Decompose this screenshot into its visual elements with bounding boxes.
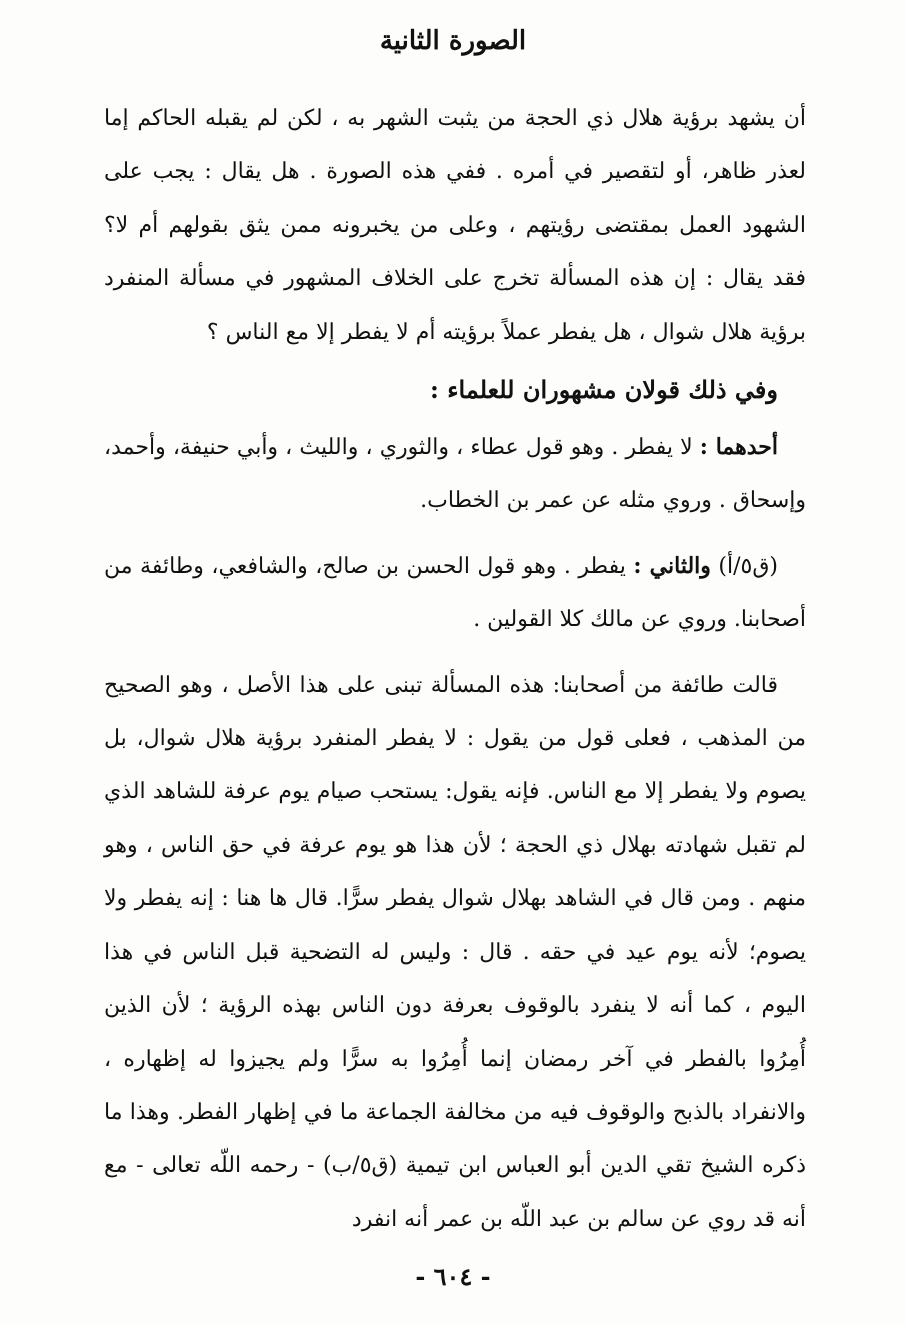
- first-opinion-text: لا يفطر . وهو قول عطاء ، والثوري ، والليث ، وأبي حنيفة، وأحمد، وإسحاق . وروي مثله عن عمر بن الخطاب.: [104, 435, 806, 514]
- page-number: - ٦٠٤ -: [415, 1262, 491, 1291]
- first-opinion-label: أحدهما :: [699, 434, 778, 461]
- page-title: الصورة الثانية: [379, 26, 527, 56]
- section-heading: وفي ذلك قولان مشهوران للعلماء :: [430, 375, 778, 405]
- page-body: [104, 92, 806, 1246]
- manuscript-ref: (ق٥/أ): [710, 553, 779, 579]
- paragraph-second-opinion: [104, 540, 806, 647]
- paragraph-first-opinion: [104, 421, 806, 528]
- second-opinion-text: يفطر . وهو قول الحسن بن صالح، والشافعي، وطائفة من أصحابنا. وروي عن مالك كلا القولين .: [104, 553, 806, 633]
- paragraph-1: أن يشهد برؤية هلال ذي الحجة من يثبت الشهر به ، لكن لم يقبله الحاكم إما لعذر ظاهر، أو لتقصير في أمره . ففي هذه الصورة . هل يقال : يجب على الشهود العمل بمقتضى رؤيتهم ، وعلى من يخبرونه ممن يثق بقولهم أم لا؟ فقد يقال : إن هذه المسألة تخرج على الخلاف المشهور في مسألة المنفرد برؤية هلال شوال ، هل يفطر عملاً برؤيته أم لا يفطر إلا مع الناس ؟: [104, 106, 806, 345]
- second-opinion-label: والثاني :: [633, 552, 711, 579]
- paragraph-discussion: قالت طائفة من أصحابنا: هذه المسألة تبنى على هذا الأصل ، وهو الصحيح من المذهب ، فعلى قول من يقول : لا يفطر المنفرد برؤية هلال شوال، بل يصوم ولا يفطر إلا مع الناس. فإنه يقول: يستحب صيام يوم عرفة للشاهد الذي لم تقبل شهادته بهلال ذي الحجة ؛ لأن هذا هو يوم عرفة في حق الناس ، وهو منهم . ومن قال في الشاهد بهلال شوال يفطر سرًّا. قال ها هنا : إنه يفطر ولا يصوم؛ لأنه يوم عيد في حقه . قال : وليس له التضحية قبل الناس في هذا اليوم ، كما أنه لا ينفرد بالوقوف بعرفة دون الناس بهذه الرؤية ؛ لأن الذين أُمِرُوا بالفطر في آخر رمضان إنما أُمِرُوا به سرًّا ولم يجيزوا له إظهاره ، والانفراد بالذبح والوقوف فيه من مخالفة الجماعة ما في إظهار الفطر. وهذا ما ذكره الشيخ تقي الدين أبو العباس ابن تيمية (ق٥/ب) - رحمه اللّه تعالى - مع أنه قد روي عن سالم بن عبد اللّه بن عمر أنه انفرد: [104, 672, 806, 1232]
